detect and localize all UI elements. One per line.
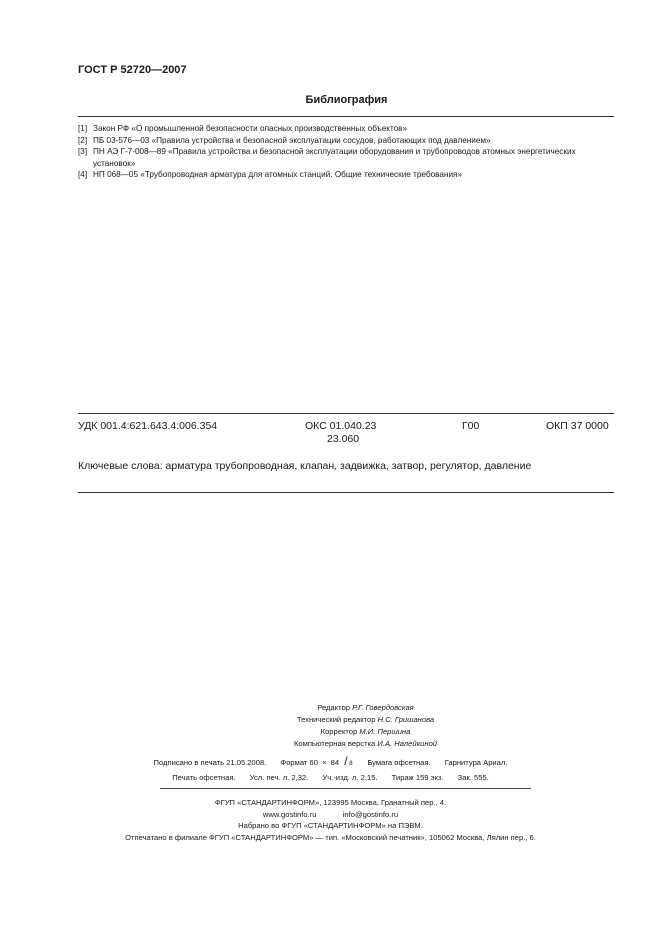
publisher-footer: [0, 797, 661, 843]
footer-rule: [160, 788, 531, 789]
printed-note: Отпечатано в филиале ФГУП «СТАНДАРТИНФОРМ» — тип. «Московский печатник», 105062 Москва, Лялин пер., 6.: [125, 832, 536, 842]
publication-row-2: [0, 773, 661, 782]
bib-text: ПН АЭ Г-7-008—89 «Правила устройства и безопасной эксплуатации оборудования и трубопроводов атомных энергетических установок»: [93, 147, 576, 168]
tech-editor-label: Технический редактор: [296, 715, 376, 724]
bib-text: Закон РФ «О промышленной безопасности опасных производственных объектов»: [93, 124, 408, 133]
bibliography-title: Библиография: [305, 94, 388, 106]
bib-number: [3]: [78, 147, 88, 157]
publisher-email: info@gostinfo.ru: [342, 809, 399, 819]
udk-code: УДК 001.4:621.643.4:006.354: [78, 420, 218, 432]
bib-number: [2]: [78, 135, 88, 145]
format-times: ×: [322, 758, 327, 767]
format-info: [280, 754, 355, 768]
tech-editor-line: [0, 714, 661, 726]
credits-block: [0, 702, 661, 750]
tech-editor-name: Н.С. Гришанова: [377, 715, 435, 724]
keywords-bottom-rule: [78, 492, 614, 493]
oks-code: [305, 420, 376, 446]
layout-line: [0, 738, 661, 750]
standard-code: ГОСТ Р 52720—2007: [78, 64, 187, 76]
editor-name: Р.Г. Говердовская: [352, 703, 414, 712]
format-label: Формат 60: [280, 758, 318, 767]
publisher-web: www.gostinfo.ru: [262, 809, 317, 819]
fraction-mark: / 8: [344, 754, 353, 768]
usl-pech: Усл. печ. л. 2,32.: [249, 773, 309, 782]
signed-date: Подписано в печать 21.05.2008.: [153, 758, 267, 767]
publisher-contacts: [0, 809, 661, 821]
bib-number: [4]: [78, 170, 88, 180]
list-item: [78, 123, 618, 135]
corrector-label: Корректор: [320, 727, 358, 736]
oks-code-line-1: ОКС 01.040.23: [305, 420, 377, 432]
editor-label: Редактор: [317, 703, 350, 712]
bibliography-list: [78, 123, 618, 181]
typeface: Гарнитура Ариал.: [444, 758, 508, 767]
layout-name: И.А. Налейкиной: [377, 739, 438, 748]
oks-code-line-2: 23.060: [327, 433, 360, 445]
corrector-line: [0, 726, 661, 738]
list-item: [78, 169, 618, 181]
publication-row-1: [0, 754, 661, 768]
order-number: Зак. 555.: [457, 773, 489, 782]
publisher-address: ФГУП «СТАНДАРТИНФОРМ», 123995 Москва, Гранатный пер., 4.: [214, 798, 447, 807]
tirazh: Тираж 159 экз.: [391, 773, 444, 782]
format-denominator: 8: [349, 761, 353, 767]
bibliography-divider: [78, 116, 614, 117]
corrector-name: М.И. Першина: [359, 727, 411, 736]
list-item: [78, 135, 618, 147]
printing-type: Печать офсетная.: [172, 773, 236, 782]
format-84: 84: [330, 758, 340, 767]
okp-code: ОКП 37 0000: [546, 420, 609, 432]
uch-izd: Уч.-изд. л. 2,15.: [322, 773, 378, 782]
layout-label: Компьютерная верстка: [293, 739, 376, 748]
paper-type: Бумага офсетная.: [367, 758, 431, 767]
bib-text: НП 068—05 «Трубопроводная арматура для атомных станций. Общие технические требования»: [93, 170, 463, 180]
classification-top-rule: [78, 413, 614, 414]
bib-text: ПБ 03-576—03 «Правила устройства и безопасной эксплуатации сосудов, работающих под давлением»: [93, 135, 491, 145]
editor-line: [0, 702, 661, 714]
typeset-note: Набрано во ФГУП «СТАНДАРТИНФОРМ» на ПЭВМ.: [238, 821, 423, 830]
bib-number: [1]: [78, 124, 88, 133]
group-code: Г00: [462, 420, 480, 432]
keywords: Ключевые слова: арматура трубопроводная, клапан, задвижка, затвор, регулятор, давление: [78, 460, 532, 472]
list-item: [78, 146, 618, 169]
